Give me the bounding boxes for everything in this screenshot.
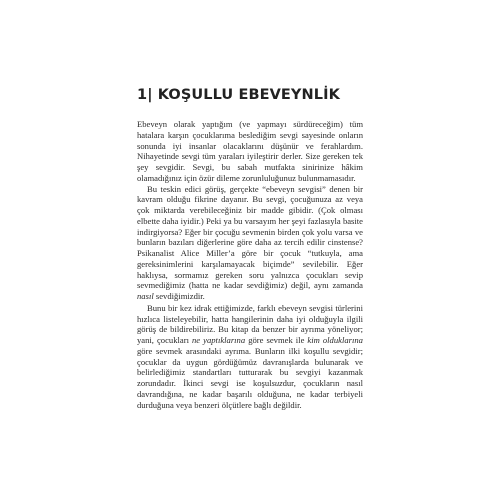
text-segment: Bu teskin edici görüş, gerçekte “ebeveyn sevgisi” denen bir kavram olduğu fikrine dayanır. Bu sevgi, çocuğunuza az veya çok miktarda verebileceğiniz bir madde gibidir. (Çok olması elbette daha iyidir.) Peki ya bu varsayım her şeyi fazlasıyla basite indirgiyorsa? Eğer bir çocuğu sevmenin birden çok yolu varsa ve bunların bazıları diğerlerine göre daha az tercih edilir cinstense? Psikanalist Alice Miller’a göre bir çocuk “tutkuyla, ama gereksinimlerini karşılamayacak biçimde” sevilebilir. Eğer haklıysa, sormamız gereken soru yalnızca çocukları sevip sevmediğimiz (hatta ne kadar sevdiğimiz) değil, aynı zamanda: [137, 183, 363, 291]
body-text: [137, 119, 363, 410]
text-segment: göre sevmek ile: [245, 335, 308, 345]
text-segment: dur, çocukların nasıl davrandığına, ne kadar başarılı olduğuna, ne kadar terbiyeli durduğuna veya benzeri ölçütlere bağlı değildir.: [137, 378, 363, 410]
text-segment: göre sevmek arasındaki ayrıma. Bunların ilki koşullu sevgidir; çocuklar da uygun gördüğümüz davranışlarda bulunarak ve belirlediğimiz standartları tutturarak bu sevgiyi kazanmak zorundadır. İkinci sevgi ise koşul: [137, 345, 363, 388]
italic-text: kim olduklarına: [307, 335, 363, 345]
italic-text: suz: [271, 378, 283, 388]
italic-text: nasıl: [137, 291, 154, 301]
italic-text: ne yaptıklarına: [192, 335, 246, 345]
paragraph: [137, 119, 363, 184]
paragraph: [137, 303, 363, 411]
text-segment: Bunu bir kez idrak ettiğimizde, farklı ebeveyn sevgisi türlerini hızlıca listeleyebilir, hatta hangilerinin daha iyi olduğuyla ilgili görüş de bildirebiliriz. Bu kitap da benzer bir ayrıma yöneliyor; yani, çocukları: [137, 302, 363, 345]
text-segment: sevdiğimizdir.: [153, 291, 205, 301]
text-segment: Ebeveyn olarak yaptığım (ve yapmayı sürdüreceğim) tüm hatalara karşın çocuklarıma beslediğim sevgi sayesinde onların sonunda iyi insanlar olacaklarını düşünür ve ferahlardım. Nihayetinde sevgi tüm yaraları iyileştirir derler. Size gereken tek şey sevgidir. Sevgi, bu sabah mutfakta sinirinize hâkim olamadığınız için özür dileme zorunluluğunuz bulunmamasıdır.: [137, 119, 363, 183]
chapter-title: 1| KOŞULLU EBEVEYNLİK: [137, 87, 340, 103]
paragraph: [137, 184, 363, 302]
